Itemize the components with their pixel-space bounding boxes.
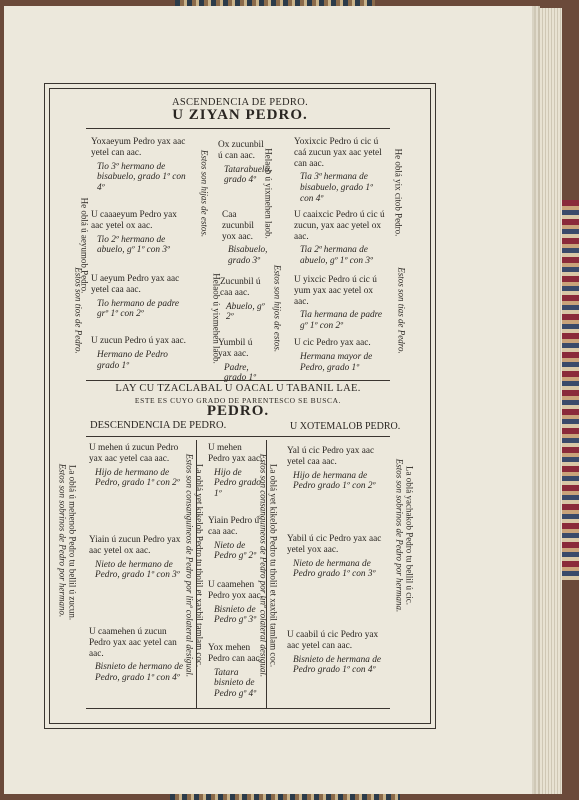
cell-maya: U caamehen Pedro yox aac. [208, 580, 263, 601]
bottom-grid-end [86, 708, 390, 709]
top-right-side-maya: He oblá yix citob Pedro. [393, 148, 404, 237]
cell-es: Padre, grado 1º [224, 362, 257, 384]
xotemalob-heading: U XOTEMALOB PEDRO. [290, 421, 401, 432]
cell-maya: U caaaeyum Pedro yax aac yetel ox aac. [91, 210, 177, 231]
bottom-right-cell [287, 630, 387, 676]
top-left-cell [91, 137, 186, 194]
cell-maya: Ox zucunbil ú can aac. [218, 140, 264, 161]
bottom-grid-rule [86, 436, 390, 437]
page-stack-edge [534, 8, 562, 794]
bottom-right-cell [287, 446, 387, 492]
cell-es: Hermano de Pedro grado 1º [97, 349, 168, 371]
bottom-mid-cell [208, 580, 264, 626]
top-mid-cell [220, 277, 270, 323]
cell-maya: Yoxaeyum Pedro yax aac yetel can aac. [91, 137, 186, 158]
title-line2: U ZIYAN PEDRO. [172, 107, 308, 123]
cell-maya: U mehen Pedro yax aac. [208, 443, 263, 464]
cell-maya: Yabil ú cic Pedro yax aac yetel yox aac. [287, 534, 382, 555]
cell-maya: Yox mehen Pedro can aac. [208, 643, 262, 664]
bottom-mid-cell [208, 643, 264, 700]
top-grid-rule [86, 128, 390, 129]
bottom-column-rule [266, 440, 267, 708]
bottom-right-side-es: Estos son sobrinos de Pedro por hermana. [394, 458, 405, 613]
cell-es: Tio hermano de padre grº 1º con 2º [97, 298, 180, 320]
cell-maya: U aeyum Pedro yax aac yetel caa aac. [91, 274, 180, 295]
cell-es: Nieto de Pedro gº 2º [214, 540, 257, 562]
cell-maya: Caa zucunbil yox aac. [222, 210, 255, 242]
bottom-center-side-es2: Estos son consanguineos de Pedro por linª colateral desigual. [258, 453, 269, 678]
bottom-mid-cell [208, 443, 264, 500]
center-name: PEDRO. [206, 403, 270, 419]
top-right-cell [294, 275, 388, 332]
cell-es: Tia hermana de padre gº 1º con 2º [300, 310, 383, 332]
bottom-center-side-maya: La oblá yet kikelob Pedro tu tholil et xaxbil tamlam coc. [194, 463, 205, 668]
title-line1: ASCENDENCIA DE PEDRO. [171, 97, 309, 108]
cell-maya: U mehen ú zucun Pedro yax aac yetel caa aac. [89, 443, 179, 464]
cell-maya: Yiain Pedro ú caa aac. [208, 516, 260, 537]
top-left-cell [91, 336, 186, 371]
bottom-left-side-maya: La oblá ú mehenob Pedro tu bellil ú zucun. [67, 464, 78, 621]
top-center-side-es2: Estos son hijos de estos. [272, 264, 283, 353]
cell-maya: U caamehen ú zucun Pedro yax aac yetel can aac. [89, 627, 177, 659]
top-center-side-es: Estos son hijas de estos. [199, 149, 210, 238]
cell-maya: U cic Pedro yax aac. [294, 338, 371, 348]
cell-es: Bisnieto de hermana de Pedro grado 1º con 4º [293, 654, 382, 676]
cell-es: Nieto de hermano de Pedro, grado 1º con 3º [95, 559, 180, 581]
bottom-left-side-es: Estos son sobrinos de Pedro por hermano. [57, 463, 68, 618]
bottom-center-side-maya2: La oblá yet kikelob Pedro tu tholil et xaxbil tamlam coc. [268, 463, 279, 668]
bottom-mid-cell [208, 516, 264, 562]
cell-maya: U caaixcic Pedro ú cic ú zucun, yax aac yetel ox aac. [294, 210, 385, 242]
bottom-column-rule [196, 440, 197, 708]
cell-maya: Yoxixcic Pedro ú cic ú caá zucun yax aac yetel can aac. [294, 137, 382, 169]
top-mid-cell [222, 210, 270, 267]
cell-maya: Yal ú cic Pedro yax aac yetel caa aac. [287, 446, 375, 467]
cell-es: Hijo de hermano de Pedro, grado 1º con 2º [95, 467, 180, 489]
top-mid-cell [218, 140, 272, 186]
cell-es: Bisnieto de Pedro gº 3º [214, 604, 257, 626]
bottom-left-cell [89, 443, 187, 489]
cell-es: Tia 2ª hermana de abuelo, gº 1º con 3º [300, 245, 373, 267]
book-edge-marbled [562, 200, 579, 580]
bottom-right-cell [287, 534, 387, 580]
cell-maya: Yumbil ú yax aac. [218, 338, 253, 359]
cell-es: Hermana mayor de Pedro, grado 1º [300, 351, 373, 373]
cell-maya: Zucunbil ú caa aac. [220, 277, 261, 298]
bottom-center-side-es: Estos son consanguineos de Pedro por linª colateral desigual. [184, 453, 195, 678]
cell-maya: Yiain ú zucun Pedro yax aac yetel ox aac. [89, 535, 181, 556]
cell-es: Tatarabuelo, grado 4º [224, 164, 272, 186]
top-left-cell [91, 210, 186, 256]
cell-es: Tio 3º hermano de bisabuelo, grado 1º con 4º [97, 161, 186, 194]
center-title-es: ESTE ES CUYO GRADO DE PARENTESCO SE BUSCA. [134, 396, 342, 405]
cell-maya: U caabil ú cic Pedro yax aac yetel can aac. [287, 630, 379, 651]
cell-es: Tia 3ª hermana de bisabuelo, grado 1º con 4º [300, 172, 373, 204]
top-right-cell [294, 338, 388, 373]
top-right-side-es: Estos son tias de Pedro. [396, 267, 407, 354]
top-left-side-es: Estos son tios de Pedro. [73, 267, 84, 354]
top-right-cell [294, 210, 388, 267]
top-right-cell [294, 137, 388, 205]
bottom-right-side-maya: La oblá yachakob Pedro tu bellil ú cic. [404, 466, 415, 605]
cell-maya: U yixcic Pedro ú cic ú yum yax aac yetel ox aac. [294, 275, 377, 307]
top-center-side-maya2: Helaob ú yixmehen laob. [263, 148, 274, 239]
cell-es: Bisnieto de hermano de Pedro, grado 1º con 4º [95, 662, 184, 684]
cell-es: Nieto de hermana de Pedro grado 1º con 3º [293, 558, 376, 580]
top-left-side-maya: He oblá ú aeyumob Pedro. [79, 197, 90, 294]
bottom-left-cell [89, 627, 187, 684]
cell-es: Tio 2º hermano de abuelo, gº 1º con 3º [97, 234, 170, 256]
top-center-side-maya: Helaob ú yixmehen laob. [211, 273, 222, 364]
bottom-left-cell [89, 535, 187, 581]
cell-es: Hijo de Pedro grado 1º [214, 467, 261, 500]
descendencia-heading: DESCENDENCIA DE PEDRO. [90, 420, 227, 431]
cell-maya: U zucun Pedro ú yax aac. [91, 336, 186, 346]
cell-es: Bisabuelo, grado 3º [228, 245, 268, 267]
top-mid-cell [218, 338, 268, 384]
center-title-maya: LAY CU TZACLABAL U OACAL U TABANIL LAE. [115, 383, 361, 394]
top-left-cell [91, 274, 186, 320]
cell-es: Tatara bisnieto de Pedro gº 4º [214, 667, 257, 700]
cell-es: Hijo de hermana de Pedro grado 1º con 2º [293, 470, 376, 492]
cell-es: Abuelo, gº 2º [226, 301, 265, 323]
